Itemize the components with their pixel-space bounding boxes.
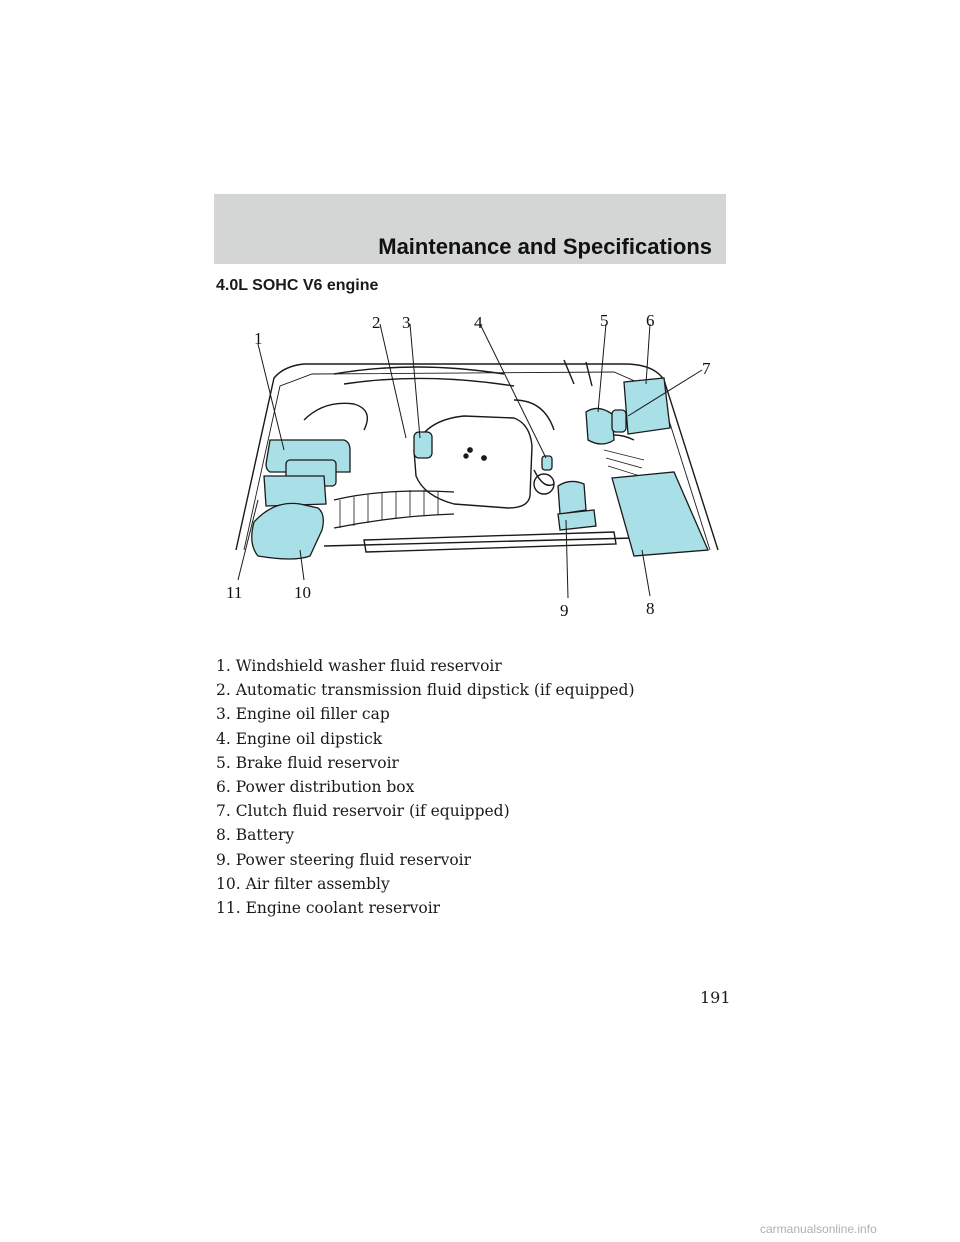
air-filter-assembly — [252, 503, 324, 559]
callout-9: 9 — [560, 601, 569, 620]
oil-filler-cap — [414, 432, 432, 458]
legend-item: 5. Brake fluid reservoir — [216, 753, 399, 772]
page-number: 191 — [700, 988, 731, 1007]
callout-6: 6 — [646, 311, 655, 330]
legend-item: 9. Power steering fluid reservoir — [216, 850, 472, 869]
callout-5: 5 — [600, 311, 609, 330]
section-title: Maintenance and Specifications — [378, 234, 712, 259]
figure-heading: 4.0L SOHC V6 engine — [216, 277, 379, 294]
callout-1: 1 — [254, 329, 263, 348]
legend-item: 8. Battery — [216, 826, 295, 845]
legend-item: 4. Engine oil dipstick — [216, 729, 383, 748]
callout-11: 11 — [226, 583, 243, 602]
legend-item: 11. Engine coolant reservoir — [216, 898, 441, 917]
component-legend — [216, 654, 635, 920]
callout-8: 8 — [646, 599, 655, 618]
legend-item: 7. Clutch fluid reservoir (if equipped) — [216, 802, 510, 821]
brake-fluid-reservoir — [586, 408, 614, 444]
legend-item: 6. Power distribution box — [216, 777, 415, 796]
power-steering-base — [558, 510, 596, 530]
oil-dipstick-handle — [542, 456, 552, 470]
callout-2: 2 — [372, 313, 381, 332]
coolant-reservoir — [264, 476, 326, 506]
power-steering-reservoir — [558, 481, 586, 514]
callout-4: 4 — [474, 313, 483, 332]
clutch-reservoir — [612, 410, 626, 432]
power-distribution-box — [624, 378, 670, 434]
legend-item: 2. Automatic transmission fluid dipstick (if equipped) — [216, 681, 635, 700]
engine-compartment-figure — [214, 300, 726, 630]
callout-10: 10 — [294, 583, 311, 602]
callout-7: 7 — [702, 359, 711, 378]
legend-item: 3. Engine oil filler cap — [216, 705, 390, 724]
battery — [612, 472, 708, 556]
section-header-band — [214, 194, 726, 264]
callout-3: 3 — [402, 313, 411, 332]
legend-item: 10. Air filter assembly — [216, 874, 390, 893]
legend-item: 1. Windshield washer fluid reservoir — [216, 657, 502, 675]
watermark-text: carmanualsonline.info — [760, 1222, 877, 1236]
